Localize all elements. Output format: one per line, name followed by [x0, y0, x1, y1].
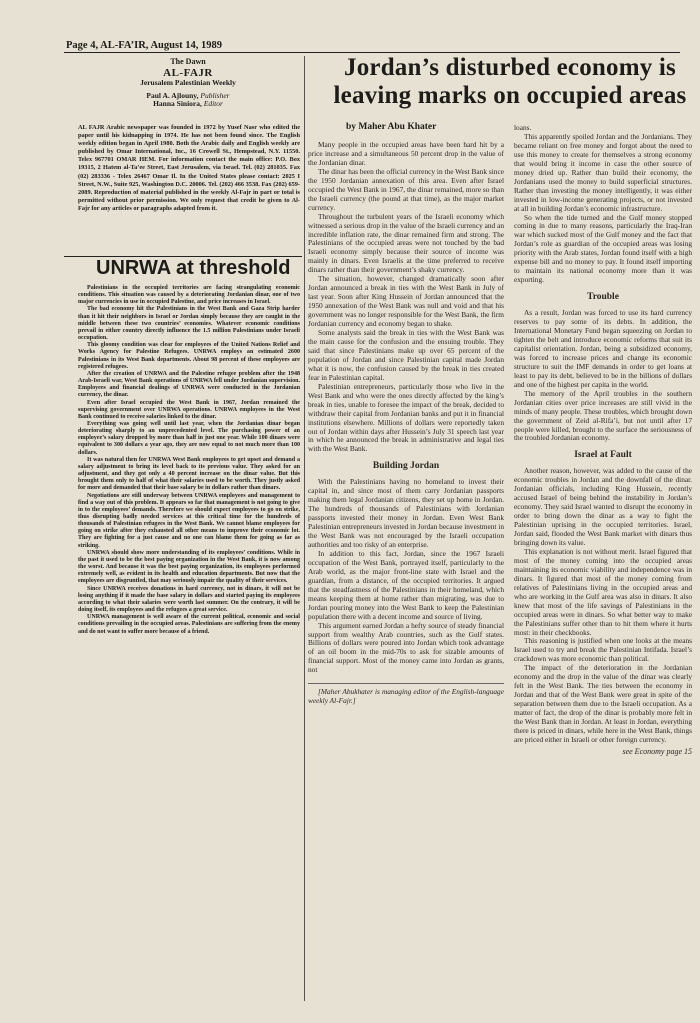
article-paragraph: This explanation is not without merit. Israel figured that most of the money coming into the occupied areas maintaining its economic viability and independence was in dinars. It figured that most of the money coming from relatives of Palestinians living in the occupied areas and who are working in the Gulf area was also in dinars. It also knew that most of the life savings of Palestinians in the occupied areas were in dinars. So what better way to make the Palestinians suffer other than to hit them where it hurts most: in their checkbooks.	[514, 546, 692, 637]
editor-note: [Maher Abukhater is managing editor of the English-language weekly Al-Fajr.]	[308, 687, 504, 706]
article-paragraph: Throughout the turbulent years of the Israeli economy which witnessed a serious drop in the value of the Israeli currency and an incredible inflation rate, the dinar remained firm and strong. The Palestinians of the occupied areas were not touched by the bad Israeli economy simply because their source of income was mainly in dinars. Even Israelis at the time preferred to receive dinars rather than their government’s shaky currency.	[308, 211, 504, 275]
subhead-building-jordan: Building Jordan	[372, 461, 440, 472]
article-paragraph: The impact of the deterioration in the Jordanian economy and the drop in the value of the dinar was clearly felt in the West Bank. The ties between the economy in Jordan and that of the West Bank were great in spite of the separation between them due to the Israeli occupation. As a matter of fact, the drop of the dinar is probably more felt in the West Bank than in Jordan. At least in Jordan, everything there is priced in dinars, while here in the West Bank, things are priced either in Israeli or other foreign currency.	[514, 663, 692, 744]
intro-paragraph: AL FAJR Arabic newspaper was founded in 1972 by Yusef Nasr who edited the paper until his kidnapping in 1974. He has not been found since. The English weekly edition began in April 1980. Both the Arabic daily and English weekly are published by Omar International, Inc., 16 Crowell St., Hempstead, N.Y. 11550. Telex 967701 OMAR HEM. For information contact the main office: P.O. Box 19315, 2 Hatem al-Ta’ee Street, East Jerusalem, via Israel. Tel. (02) 281035. Fax (02) 283336 - Telex 26467 Omar Il. In the United States please contact: 2025 I Street, N.W., Suite 925, Washington D.C. 20006. Tel. (202) 466 3538. Fax (202) 659-2089. Reproduction of material published in the weekly Al-Fajr in part or total is permitted without prior permission. We only request that credit be given to Al-Fajr for any articles or paragraphs adapted from it.	[78, 124, 300, 212]
unrwa-paragraph: The bad economy hit the Palestinians in the West Bank and Gaza Strip harder than it hit their neighbors in Israel or Jordan simply because they are caught in the middle between these two countries’ economies. Whatever economic conditions prevail in either country directly influence the 1.5 million Palestinians under Israeli occupation.	[78, 306, 300, 342]
unrwa-paragraph: This gloomy condition was clear for employees of the United Nations Relief and Works Agency for Palestine Refugees. UNRWA employs an estimated 2600 Palestinians in its West Bank departments. About 98 percent of these employees are registered refugees.	[78, 342, 300, 370]
article-paragraph: The situation, however, changed dramatically soon after Jordan announced a break in ties with the West Bank in July of last year. Soon after King Hussein of Jordan announced that the 1950 annexation of the West Bank was null and void and that his government was no longer responsible for the West Bank, the firm Jordanian currency and economy began to shake.	[308, 274, 504, 329]
article-paragraph: The memory of the April troubles in the southern Jordanian cities over price increases are still vivid in the minds of many people. These troubles, which brought down the government of Zeid al-Rifa’i, but not until after 17 people were killed, brought to the surface the seriousness of the troubled Jordanian economy.	[514, 388, 692, 443]
article-paragraph: loans.	[514, 123, 532, 132]
article-paragraph: The dinar has been the official currency in the West Bank since the 1950 Jordanian annexation of this area. Even after Israel occupied the West Bank in 1967, the dinar remained, more so than the Israeli currency (the pound at that time), as the major market currency.	[308, 166, 504, 212]
editor-name: Hanna Siniora,	[153, 99, 202, 109]
article-paragraph: Some analysts said the break in ties with the West Bank was the main cause for the confusion and the ensuing trouble. They said that since Palestinians make up over 65 percent of the population of Jordan and since Palestinian capital made Jordan what it is now, the confusion caused by the break in ties created fear in Palestinian capital.	[308, 328, 504, 382]
unrwa-paragraph: Palestinians in the occupied territories are facing strangulating economic conditions. This situation was caused by a deteriorating Jordanian dinar, one of two major currencies in use in occupied Palestine, and price increases in Israel.	[78, 285, 300, 306]
unrwa-paragraph: Everything was going well until last year, when the Jordanian dinar began deteriorating sharply to an unprecedented level. The purchasing power of an employee’s salary dropped by more than half in just one year. While 100 dinars were equivalent to 300 dollars a year ago, they are now equal to not much more than 100 dollars.	[78, 420, 300, 456]
article-headline	[320, 54, 700, 110]
publisher-name: Paul A. Ajlouny,	[146, 91, 199, 101]
continued-jump-line: see Economy page 15	[622, 746, 692, 756]
article-column-2	[514, 124, 692, 757]
unrwa-paragraph: UNRWA should show more understanding of its employees’ conditions. While in the past it used to be the best paying organization in the West Bank, it is now among the worst. And because it was the best paying organization, its employees performed extremely well, as evident in its health and education departments. But now that the employees are disgruntled, that may seriously impair the quality of their services.	[78, 549, 300, 585]
unrwa-paragraph: Negotiations are still underway between UNRWA employees and management to find a way out of this problem. It appears so far that management is not going to give in to the employees’ demands. Therefore we should expect employees to go on strike, thus disrupting badly needed services at this critical time for the hundreds of thousands of Palestinian refugees in the West Bank. We cannot blame employees for going on strike after they exhausted all other means to improve their economic lot. They are fighting for a just cause and no one can blame them for going as far as striking.	[78, 492, 300, 549]
unrwa-paragraph: UNRWA management is well aware of the current political, economic and social conditions prevailing in the occupied areas. Palestinians are suffering from the enemy and do not want to suffer more because of a friend.	[78, 614, 300, 635]
unrwa-paragraph: It was natural then for UNRWA West Bank employees to get upset and demand a salary adjustment to bring its level back to its previous value. They asked for an adjustment, and they got only a 40 percent increase on the dinar value. But this brought them only to half of what their salaries used to be worth. They justly asked for more and demanded that their base salary be in dollars rather than dinars.	[78, 456, 300, 492]
article-paragraph: As a result, Jordan was forced to use its hard currency reserves to pay some of its debts. In addition, the International Monetary Fund began squeezing on Jordan to tighten the belt and introduce economic reforms that suit its capitalist orientation. Jordan, being a subsidized economy, was forced to increase prices and change its economic structure to suit the IMF demands in order to get loans at least to pay its debt, believed to be in the billions of dollars and one of the highest per capita in the world.	[514, 308, 692, 389]
unrwa-body	[78, 285, 300, 636]
page-folio: Page 4, AL-FA’IR, August 14, 1989	[66, 40, 222, 51]
subhead-trouble: Trouble	[587, 292, 619, 303]
publisher-role: Publisher	[200, 91, 230, 101]
masthead-staff	[78, 92, 298, 109]
editor-note-rule	[308, 683, 504, 684]
unrwa-headline: UNRWA at threshold	[96, 257, 291, 279]
column-divider	[304, 56, 305, 1001]
masthead-the-dawn: The Dawn	[170, 57, 206, 66]
headline-line-1: Jordan’s disturbed economy is	[344, 54, 676, 81]
article-paragraph: This reasoning is justified when one looks at the means Israel used to try and break the Palestinian Intifada. Israel’s crackdown was more economic than political.	[514, 636, 692, 664]
masthead-subtitle: Jerusalem Palestinian Weekly	[140, 77, 236, 87]
unrwa-paragraph: Since UNRWA receives donations in hard currency, not in dinars, it will not be losing anything if it made the base salary in dollars and started paying its employees according to what their salaries were worth last summer. On the contrary, it will be doing itself, its employees and the refugees a great service.	[78, 585, 300, 614]
article-paragraph: Many people in the occupied areas have been hard hit by a price increase and a simultaneous 50 percent drop in the value of the Jordanian dinar.	[308, 140, 504, 167]
masthead-name: AL-FAJR	[163, 66, 213, 79]
masthead	[78, 58, 298, 109]
article-column-1	[308, 141, 504, 706]
unrwa-paragraph: Even after Israel occupied the West Bank in 1967, Jordan remained the supervising government over UNRWA operations. UNRWA employees in the West Bank continued to receive salaries linked to the dinar.	[78, 399, 300, 420]
article-paragraph: This argument earned Jordan a hefty source of steady financial support from wealthy Arab countries, such as the Gulf states. Billions of dollars were poured into Jordan which took advantage of an oil boom in the mid-70s to ask for sizable amounts of financial support. Most of the money came into Jordan as grants, not	[308, 620, 504, 675]
subhead-israel-at-fault: Israel at Fault	[574, 450, 632, 461]
top-rule	[64, 52, 680, 53]
unrwa-paragraph: After the creation of UNRWA and the Palestine refugee problem after the 1948 Arab-Israeli war, West Bank operations of UNRWA fell under Jordanian supervision. Employees and financial dealings of UNRWA were conducted in the Jordanian currency, the dinar.	[78, 370, 300, 399]
editor-role: Editor	[203, 99, 223, 109]
article-paragraph: With the Palestinians having no homeland to invest their capital in, and since most of them carry Jordanian passports making them legal Jordanian citizens, they set up home in Jordan. The hundreds of thousands of Palestinians with Jordanian passports invested their money in Jordan. Even West Bank Palestinian entrepreneurs invested in Jordan because investment in the West Bank was not encouraged by the Israeli occupation authorities and too risky of an enterprise.	[308, 477, 504, 549]
article-paragraph: Another reason, however, was added to the cause of the economic troubles in Jordan and the downfall of the dinar. Jordanian officials, including King Hussein, recently accused Israel of being behind the instability in Jordan’s economy. They said Israel wanted to disrupt the economy in order to bring down the dinar as a way to fight the Palestinian uprising in the occupied territories. Israel, Jordan said, flooded the West Bank market with dinars thus bringing down its value.	[514, 466, 692, 547]
headline-line-2: leaving marks on occupied areas	[333, 82, 687, 109]
article-byline: by Maher Abu Khater	[346, 122, 437, 132]
article-paragraph: In addition to this fact, Jordan, since the 1967 Israeli occupation of the West Bank, portrayed itself, particularly to the Arab world, as the major front-line state with Israel and the guardian, from a distance, of the occupied territories. It argued that the steadfastness of the Palestinians in their homeland, which means keeping them at home rather than migrating, was due to Jordan pouring money into the West Bank to keep the Palestinian population there with a decent income and source of living.	[308, 548, 504, 621]
article-paragraph: So when the tide turned and the Gulf money stopped coming in due to many reasons, particularly the Iraq-Iran war which sucked most of the Gulf money and the fact that Jordan’s role as guardian of the occupied areas was losing priority with the Arab states, Jordan found itself with a high expense bill and no money to pay. It found itself importing to maintain its national economy more than it was exporting.	[514, 212, 692, 285]
article-paragraph: This apparently spoiled Jordan and the Jordanians. They became reliant on free money and forgot about the need to use this money to create for themselves a strong economy that would bring it income in case the other source of money dried up. Rather than build their economy, the Jordanians used the money to build superficial structures. Rather than investing the money intelligently, it was either invested in low-income generating projects, or not invested at all in building Jordan’s economic infrastructure.	[514, 131, 692, 213]
article-paragraph: Palestinian entrepreneurs, particularly those who live in the West Bank and who were the ones directly affected by the king’s break in ties, unable to foresee the impact of the break, decided to withdraw their capital from Jordanian banks and put it in financial institutions elsewhere. Millions of dollars were reportedly taken out of Jordan within days after Hussein’s July 31 speech last year in which he announced the break in administrative and legal ties with the West Bank.	[308, 381, 504, 454]
editor-line	[78, 100, 298, 108]
